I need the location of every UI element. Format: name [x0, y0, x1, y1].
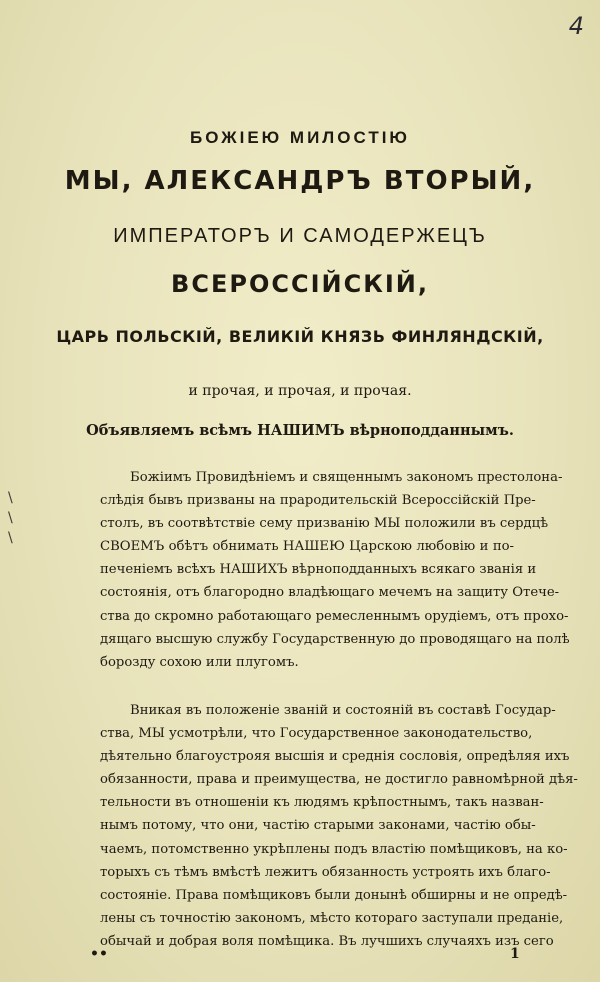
text-line: дѣятельно благоустрояя высшiя и среднiя сословiя, опредѣляя ихъ	[100, 749, 570, 765]
heading-emperor-title: ИМПЕРАТОРЪ И САМОДЕРЖЕЦЪ	[113, 225, 487, 247]
text-line: тельности въ отношенiи къ людямъ крѣпостнымъ, такъ назван-	[100, 795, 544, 811]
heading-by-grace: БОЖIЕЮ МИЛОСТIЮ	[190, 128, 410, 147]
text-line: состоянiе. Права помѣщиковъ были донынѣ обширны и не опредѣ-	[100, 887, 568, 903]
text-line: обычай и добрая воля помѣщика. Въ лучшихъ случаяхъ изъ сего	[100, 933, 554, 949]
corner-page-mark: 4	[568, 12, 584, 40]
heading-emperor-name: МЫ, АЛЕКСАНДРЪ ВТОРЫЙ,	[64, 166, 536, 196]
signature-mark: ••	[90, 946, 108, 962]
text-line: обязанности, права и преимущества, не достигло равномѣрной дѣя-	[100, 772, 578, 788]
text-line: состоянiя, отъ благородно владѣющаго мечемъ на защиту Отече-	[100, 585, 560, 601]
text-line: нымъ потому, что они, частiю старыми законами, частiю обы-	[100, 818, 536, 834]
text-line: Божiимъ Провидѣнiемъ и священнымъ закономъ престолона-	[130, 470, 563, 485]
heading-etcetera: и прочая, и прочая, и прочая.	[188, 383, 412, 399]
margin-mark: \	[8, 490, 13, 506]
text-line: чаемъ, потомственно укрѣплены подъ властiю помѣщиковъ, на ко-	[100, 841, 568, 857]
text-line: слѣдiя бывъ призваны на прародительскiй Всероссiйскiй Пре-	[100, 493, 536, 509]
text-line: дящаго высшую службу Государственную до проводящаго на полѣ	[100, 631, 570, 647]
text-line: СВОЕМЪ обѣтъ обнимать НАШЕЮ Царскою любовiю и по-	[100, 539, 514, 555]
text-line: торыхъ съ тѣмъ вмѣстѣ лежитъ обязанность устроять ихъ благо-	[100, 864, 551, 880]
text-line: столъ, въ соотвѣтствiе сему призванiю МЫ положили въ сердцѣ	[100, 516, 549, 532]
page-number: 1	[510, 946, 520, 962]
margin-mark: \	[8, 530, 13, 546]
page-footer	[90, 946, 530, 970]
heading-announcement: Объявляемъ всѣмъ НАШИМЪ вѣрноподданнымъ.	[86, 422, 514, 439]
text-line: лены съ точностiю закономъ, мѣсто котораго заступали преданiе,	[100, 910, 564, 926]
margin-pencil-marks	[8, 488, 13, 548]
text-line: печенiемъ всѣхъ НАШИХЪ вѣрноподданныхъ всякаго званiя и	[100, 562, 537, 578]
text-line: Вникая въ положенiе званiй и состоянiй въ составѣ Государ-	[130, 703, 556, 718]
heading-tsar-poland-finland: ЦАРЬ ПОЛЬСКIЙ, ВЕЛИКIЙ КНЯЗЬ ФИНЛЯНДСКIЙ,	[56, 327, 544, 346]
heading-all-russian: ВСЕРОССIЙСКIЙ,	[171, 270, 429, 298]
text-line: ства до скромно работающаго ремесленнымъ орудiемъ, отъ прохо-	[100, 608, 569, 624]
text-line: борозду сохою или плугомъ.	[100, 654, 299, 670]
text-line: ства, МЫ усмотрѣли, что Государственное законодательство,	[100, 726, 533, 742]
margin-mark: \	[8, 510, 13, 526]
paragraph-providence	[100, 466, 570, 674]
paragraph-estates	[100, 699, 578, 953]
